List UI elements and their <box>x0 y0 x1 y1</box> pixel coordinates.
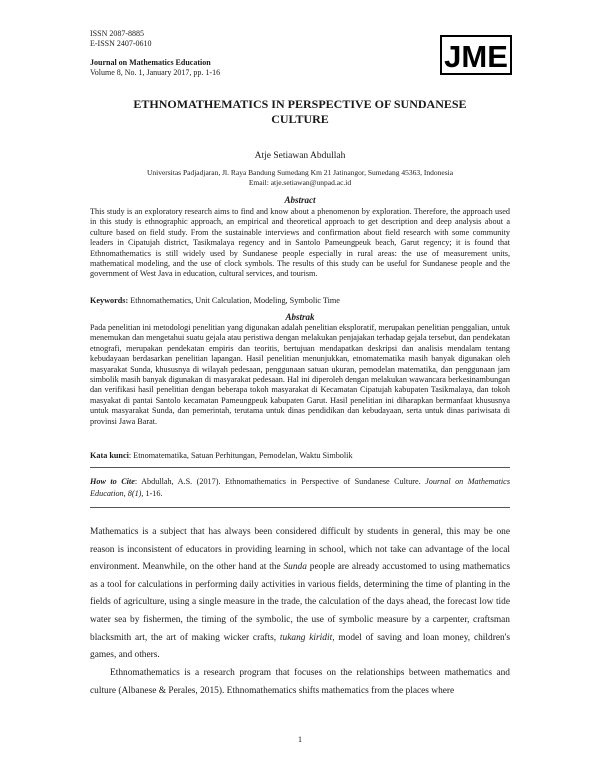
keywords-text: Ethnomathematics, Unit Calculation, Modeling, Symbolic Time <box>130 296 340 305</box>
abstrak-text: Pada penelitian ini metodologi penelitian yang digunakan adalah penelitian eksploratif, merupakan penelitian penggalian, untuk menemukan dan mengetahui suatu gejala atau peristiwa dengan melakukan penjajakan terhadap gejala tersebut, dan pendekatan etnografi, merupakan pendekatan empiris dan teoritis, bertujuan mendapatkan deskripsi dan analisis mendalam tentang kebudayaan berdasarkan penelitian lapangan. Hasil penelitian menunjukkan, etnomatematika masih banyak digunakan oleh masyarakat Sunda, khususnya di wilayah pedesaan, penggunaan satuan ukuran, pemodelan matematika, dan penggunaan jam simbolik masih banyak digunakan di masyarakat pedesaan. Hal ini diperoleh dengan melakukan wawancara berkesinambungan dan verifikasi hasil penelitian dengan beberapa tokoh masyarakat di Kecamatan Cipatujah kabupaten Tasikmalaya, dan tokoh masyakat di pantai Santolo kecamatan Pameungpeuk kabupaten Garut. Hasil penelitian ini diharapkan bermanfaat khususnya untuk masyarakat Sunda, dan pemerintah, terutama untuk dinas pendidikan dan kebudayaan, serta untuk dinas pariwisata di provinsi Jawa Barat. <box>90 323 510 426</box>
cite-label: How to Cite <box>90 477 135 486</box>
title-line-1: ETHNOMATHEMATICS IN PERSPECTIVE OF SUNDANESE <box>133 97 467 111</box>
body-paragraph-1 <box>90 524 510 665</box>
body-p1-sunda: Sunda <box>283 562 307 573</box>
eissn: E-ISSN 2407-0610 <box>90 39 152 48</box>
abstrak-heading: Abstrak <box>285 312 315 322</box>
keywords-label: Keywords: <box>90 296 129 305</box>
body-paragraph-2: Ethnomathematics is a research program that focuses on the relationships between mathematics and culture (Albanese & Perales, 2015). Ethnomathematics shifts mathematics from the places where <box>90 668 510 696</box>
author-name: Atje Setiawan Abdullah <box>254 151 346 161</box>
logo-text: JME <box>444 39 508 74</box>
kata-kunci-label: Kata kunci <box>90 451 129 460</box>
body-p1-part3: , model of saving and loan money, children's games, and others. <box>90 632 511 661</box>
affiliation: Universitas Padjadjaran, Jl. Raya Bandung Sumedang Km 21 Jatinangor, Sumedang 45363, Indonesia <box>146 168 454 177</box>
body-p1-tukang: tukang kiridit <box>279 632 333 643</box>
cite-pages: , 1-16. <box>141 488 163 498</box>
page-number: 1 <box>297 734 303 744</box>
keywords <box>90 296 510 306</box>
abstract-text: This study is an exploratory research aims to find and know about a phenomenon by exploration. Therefore, the approach used in this study is ethnographic approach, an empirical and theoretical approach to get description and deep analysis about a culture based on field study. From the sustainable interviews and confirmation about field research with some community leaders in Cipatujah district, Tasikmalaya regency and in Santolo Pameungpeuk beach, Garut regency; it is found that Ethnomathematics is still widely used by Sundanese people especially in rural areas: the use of measurement units, mathematical modeling, and the use of clock symbols. The results of this study can be useful for Sundanese people and the government of West Java in education, cultural services, and tourism. <box>90 207 510 279</box>
journal-header <box>90 29 220 78</box>
body-p1-part2: people are already accustomed to using mathematics as a tool for calculations in performing daily activities in various fields, determining the time of planting in the fields of agriculture, using a single measure in the trade, the calculation of the days ahead, the forecast low tide water sea by fishermen, the timing of the symbolic, the use of symbolic measure by a carpenter, craftsman blacksmith art, the art of making wicker crafts, <box>90 562 511 643</box>
cite-text: : Abdullah, A.S. (2017). Ethnomathematics in Perspective of Sundanese Culture. <box>134 477 421 486</box>
cite-journal: Journal on Mathematics Education, 8(1) <box>90 477 511 498</box>
kata-kunci-text: : Etnomatematika, Satuan Perhitungan, Pemodelan, Waktu Simbolik <box>128 451 353 460</box>
kata-kunci <box>90 451 510 461</box>
abstract-heading: Abstract <box>284 195 316 205</box>
email: Email: atje.setiawan@unpad.ac.id <box>248 178 352 187</box>
volume-info: Volume 8, No. 1, January 2017, pp. 1-16 <box>90 68 221 77</box>
affiliation-block <box>90 168 510 188</box>
paper-title <box>90 97 510 127</box>
journal-name: Journal on Mathematics Education <box>90 58 211 67</box>
divider-top <box>90 467 510 468</box>
issn: ISSN 2087-8885 <box>90 29 145 38</box>
jme-logo <box>440 35 512 75</box>
title-line-2: CULTURE <box>271 112 329 126</box>
how-to-cite <box>90 476 510 499</box>
divider-bottom <box>90 507 510 508</box>
body-p1-part1: Mathematics is a subject that has always been considered difficult by students in general, this may be one reason is inconsistent of educators in providing learning in school, which not take can advantage of the local environment. Meanwhile, on the other hand at the <box>90 527 510 573</box>
